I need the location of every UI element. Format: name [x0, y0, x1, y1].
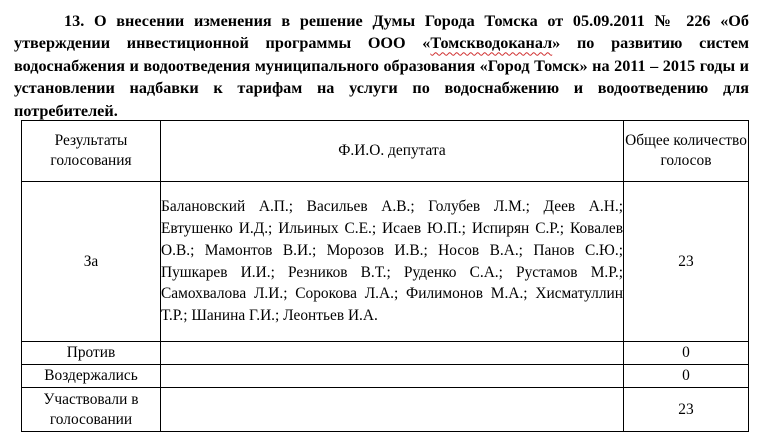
- row-label: Воздержались: [22, 365, 161, 388]
- item-number: 13.: [64, 12, 85, 30]
- company-name: Томскводоканал: [430, 34, 553, 53]
- header-total: Общее количество голосов: [624, 121, 749, 182]
- deputies-list: [161, 342, 624, 365]
- row-total: 23: [624, 388, 749, 432]
- header-results: Результаты голосования: [22, 121, 161, 182]
- resolution-heading: [14, 10, 749, 122]
- table-row-abstained: [22, 365, 749, 388]
- table-header-row: [22, 121, 749, 182]
- row-label: Участвовали в голосовании: [22, 388, 161, 432]
- heading-text-after: » по развитию систем водоснабжения и водоотведения муниципального образования «Город Томск» на 2011 – 2015 годы и установлении надбавки к тарифам на услуги по водоснабжению и водоотведению для потребителей.: [14, 34, 749, 120]
- header-deputies: Ф.И.О. депутата: [161, 121, 624, 182]
- row-total: 0: [624, 342, 749, 365]
- table-row-for: [22, 182, 749, 342]
- deputies-list: [161, 365, 624, 388]
- table-row-participated: [22, 388, 749, 432]
- voting-results-table: [21, 120, 749, 432]
- deputies-list: Балановский А.П.; Васильев А.В.; Голубев Л.М.; Деев А.Н.; Евтушенко И.Д.; Ильиных С.Е.; Исаев Ю.П.; Испирян С.Р.; Ковалев О.В.; Мамонтов В.И.; Морозов И.В.; Носов В.А.; Панов С.Ю.; Пушкарев И.И.; Резников В.Т.; Руденко С.А.; Рустамов М.Р.; Самохвалова Л.И.; Сорокова Л.А.; Филимонов М.А.; Хисматуллин Т.Р.; Шанина Г.И.; Леонтьев И.А.: [161, 182, 624, 342]
- deputies-list: [161, 388, 624, 432]
- row-total: 0: [624, 365, 749, 388]
- heading-text-before: О внесении изменения в решение Думы Города Томска от 05.09.2011 № 226 «Об утверждении инвестиционной программы ООО «: [14, 12, 749, 53]
- row-label: За: [22, 182, 161, 342]
- table-row-against: [22, 342, 749, 365]
- row-label: Против: [22, 342, 161, 365]
- row-total: 23: [624, 182, 749, 342]
